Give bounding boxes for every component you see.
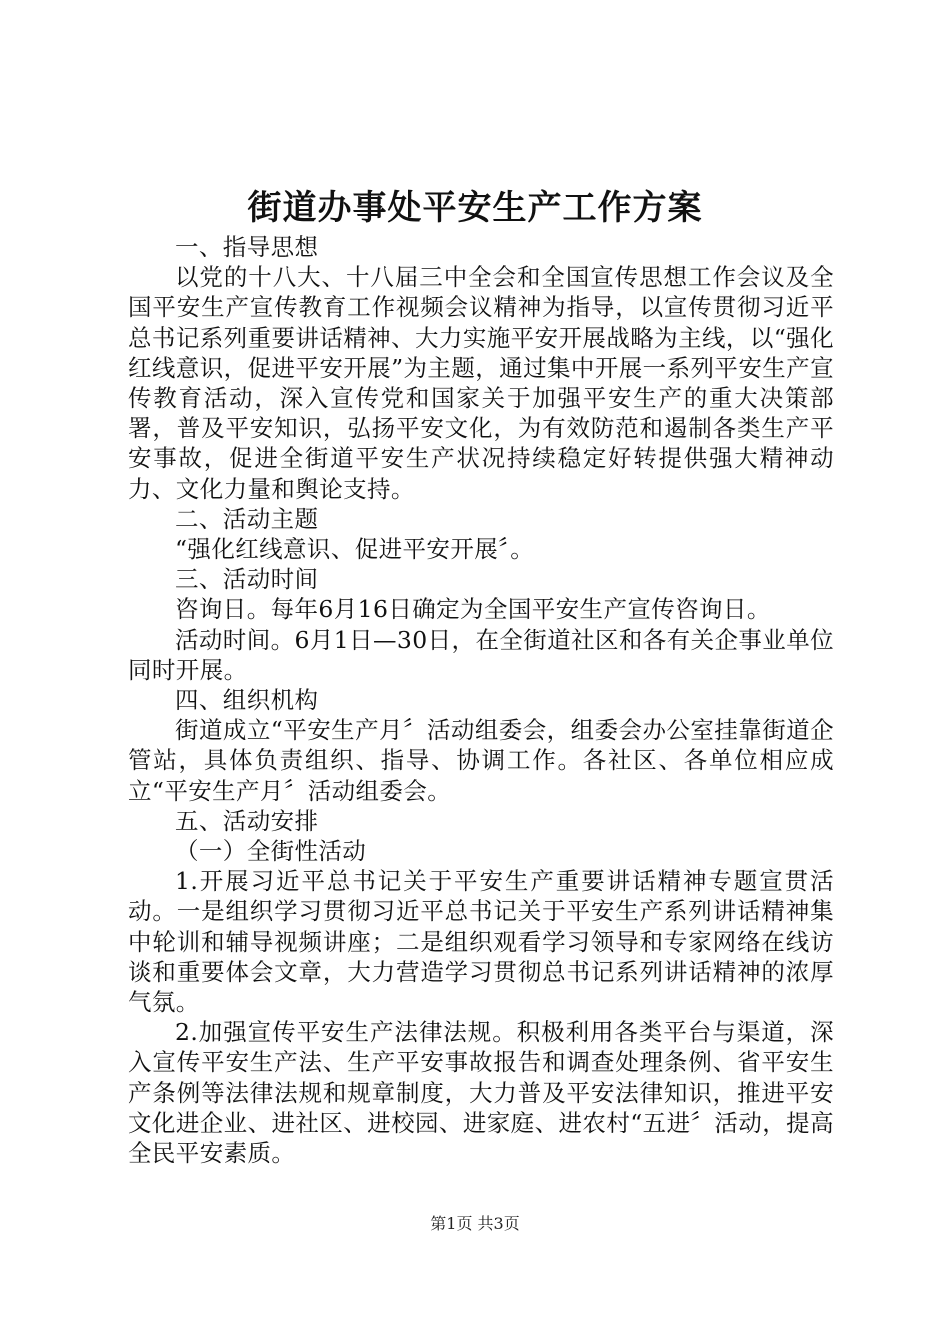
section-heading: 五、活动安排 bbox=[175, 806, 319, 835]
paragraph: 2.加强宣传平安生产法律法规。积极利用各类平台与渠道，深入宣传平安生产法、生产平安事故报告和调查处理条例、省平安生产条例等法律法规和规章制度，大力普及平安法律知识，推进平安文化进企业、进社区、进校园、进家庭、进农村“五进〞活动，提高全民平安素质。 bbox=[128, 1018, 834, 1168]
document-title: 街道办事处平安生产工作方案 bbox=[247, 188, 703, 228]
subsection-heading: （一）全街性活动 bbox=[175, 837, 367, 866]
section-heading: 一、指导思想 bbox=[175, 233, 319, 261]
paragraph: 街道成立“平安生产月〞活动组委会，组委会办公室挂靠街道企管站，具体负责组织、指导、协调工作。各社区、各单位相应成立“平安生产月〞活动组委会。 bbox=[128, 716, 834, 805]
paragraph: 以党的十八大、十八届三中全会和全国宣传思想工作会议及全国平安生产宣传教育工作视频会议精神为指导，以宣传贯彻习近平总书记系列重要讲话精神、大力实施平安开展战略为主线，以“强化红线意识，促进平安开展”为主题，通过集中开展一系列平安生产宣传教育活动，深入宣传党和国家关于加强平安生产的重大决策部署，普及平安知识，弘扬平安文化，为有效防范和遏制各类生产平安事故，促进全街道平安生产状况持续稳定好转提供强大精神动力、文化力量和舆论支持。 bbox=[128, 263, 834, 503]
paragraph: 活动时间。6月1日—30日，在全街道社区和各有关企事业单位同时开展。 bbox=[128, 625, 834, 684]
paragraph: 1.开展习近平总书记关于平安生产重要讲话精神专题宣贯活动。一是组织学习贯彻习近平总书记关于平安生产系列讲话精神集中轮训和辅导视频讲座；二是组织观看学习领导和专家网络在线访谈和重要体会文章，大力营造学习贯彻总书记系列讲话精神的浓厚气氛。 bbox=[128, 867, 834, 1017]
page-footer: 第1页 共3页 bbox=[430, 1214, 520, 1233]
section-heading: 二、活动主题 bbox=[175, 504, 319, 533]
paragraph: 咨询日。每年6月16日确定为全国平安生产宣传咨询日。 bbox=[175, 595, 771, 624]
section-heading: 四、组织机构 bbox=[175, 686, 319, 715]
section-heading: 三、活动时间 bbox=[175, 565, 319, 594]
paragraph: “强化红线意识、促进平安开展〞。 bbox=[175, 535, 535, 564]
document-body bbox=[128, 232, 834, 1168]
